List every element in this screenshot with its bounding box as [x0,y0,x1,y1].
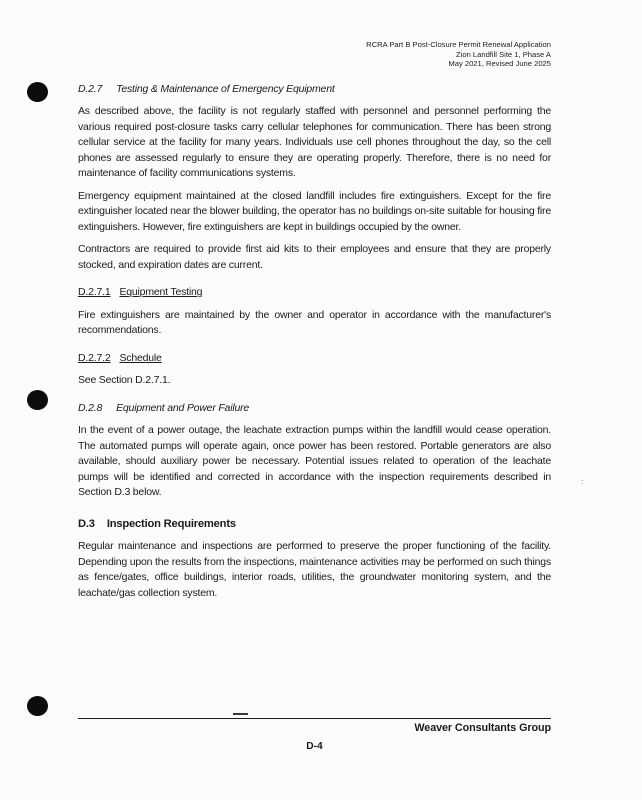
page-number: D-4 [306,741,323,752]
section-number: D.2.8 [78,401,103,414]
section-heading-d2-7 [78,82,551,98]
hole-punch-middle [27,390,48,410]
document-footer [78,718,551,752]
document-header [78,40,551,69]
paragraph: Regular maintenance and inspections are performed to preserve the proper functioning of the facility. Depending upon the results from the inspections, maintenance activities may be performed on such things as fence/gates, office buildings, interior roads, utilities, the groundwater monitoring system, and the leachate/gas collection system. [78,540,551,599]
section-title: Testing & Maintenance of Emergency Equipment [116,82,335,95]
paragraph: Fire extinguishers are maintained by the owner and operator in accordance with the manufacturer's recommendations. [78,308,551,337]
section-heading-d2-8 [78,401,551,417]
header-line-1: RCRA Part B Post-Closure Permit Renewal Application [366,40,551,49]
footer-company: Weaver Consultants Group [414,722,551,734]
section-number: D.3 [78,517,95,530]
hole-punch-bottom [27,696,48,716]
header-line-2: Zion Landfill Site 1, Phase A [456,49,551,59]
section-title: Equipment Testing [119,286,203,299]
section-heading-d2-7-2 [78,351,551,367]
document-body [78,82,551,602]
section-title: Equipment and Power Failure [116,401,250,414]
section-heading-d2-7-1 [78,285,551,301]
scan-artifact-dots: . . [581,473,594,486]
header-line-3: May 2021, Revised June 2025 [448,59,551,69]
paragraph: In the event of a power outage, the leachate extraction pumps within the landfill would cease operation. The automated pumps will operate again, once power has been restored. Portable generators are also available, should auxiliary power be necessary. Potential issues related to operation of the leachate pumps will be identified and corrected in accordance with the inspection requirements described in Section D.3 below. [78,424,551,499]
paragraph: As described above, the facility is not regularly staffed with personnel and personnel performing the various required post-closure tasks carry cellular telephones for communication. There has been strong cellular service at the facility for many years. Individuals use cell phones throughout the day, so the cell phones are assessed regularly to ensure they are operating properly. Therefore, there is no need for maintenance of facility communications systems. [78,105,551,180]
footer-rule [78,718,551,719]
section-heading-d3 [78,517,551,533]
section-number: D.2.7.1 [78,286,111,299]
paragraph: Contractors are required to provide first aid kits to their employees and ensure that they are properly stocked, and expiration dates are current. [78,243,551,271]
section-title: Inspection Requirements [106,517,236,530]
scan-artifact-dash [233,713,248,715]
section-title: Schedule [119,351,162,364]
section-number: D.2.7.2 [78,351,111,364]
paragraph: See Section D.2.7.1. [78,374,171,387]
hole-punch-top [27,82,48,102]
paragraph: Emergency equipment maintained at the closed landfill includes fire extinguishers. Except for the fire extinguisher located near the blower building, the operator has no buildings on-site suitable for housing fire extinguishers. However, fire extinguishers are kept in buildings occupied by the owner. [78,189,551,233]
section-number: D.2.7 [78,82,103,95]
